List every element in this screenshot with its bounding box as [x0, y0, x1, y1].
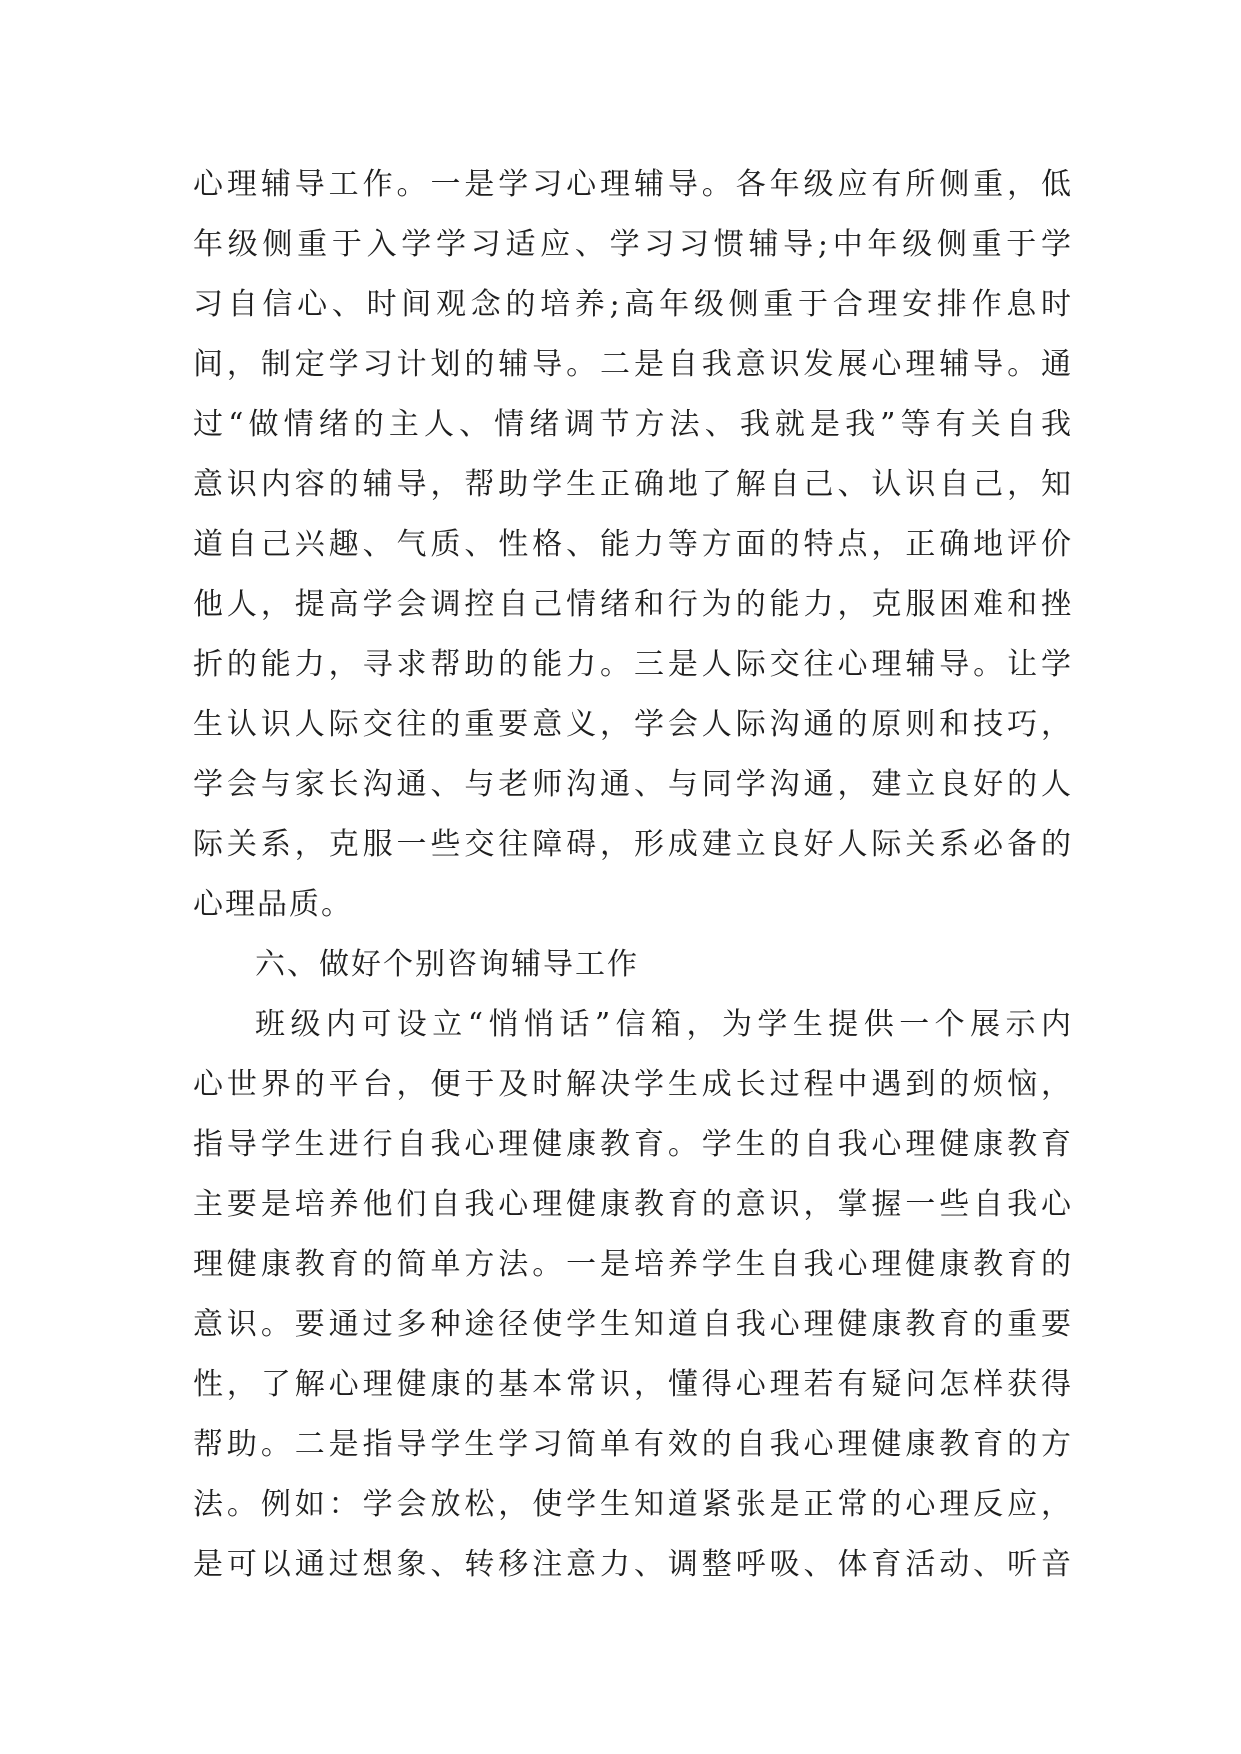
- text-line: 年级侧重于入学学习适应、学习习惯辅导;中年级侧重于学: [193, 227, 1073, 262]
- text-line: 生认识人际交往的重要意义，学会人际沟通的原则和技巧，: [193, 707, 1073, 742]
- text-line: 过“做情绪的主人、情绪调节方法、我就是我”等有关自我: [193, 407, 1073, 442]
- text-line: 指导学生进行自我心理健康教育。学生的自我心理健康教育: [193, 1127, 1073, 1162]
- text-line: 帮助。二是指导学生学习简单有效的自我心理健康教育的方: [193, 1427, 1073, 1462]
- text-line: 心理品质。: [193, 887, 353, 922]
- text-line: 意识内容的辅导，帮助学生正确地了解自己、认识自己，知: [193, 467, 1073, 502]
- text-line: 意识。要通过多种途径使学生知道自我心理健康教育的重要: [193, 1307, 1073, 1342]
- text-line: 班级内可设立“悄悄话”信箱，为学生提供一个展示内: [255, 1007, 1073, 1042]
- text-line: 学会与家长沟通、与老师沟通、与同学沟通，建立良好的人: [193, 767, 1073, 802]
- text-line: 是可以通过想象、转移注意力、调整呼吸、体育活动、听音: [193, 1547, 1073, 1582]
- text-line: 他人，提高学会调控自己情绪和行为的能力，克服困难和挫: [193, 587, 1073, 622]
- text-line: 心世界的平台，便于及时解决学生成长过程中遇到的烦恼，: [193, 1067, 1073, 1102]
- text-line: 际关系，克服一些交往障碍，形成建立良好人际关系必备的: [193, 827, 1073, 862]
- text-line: 主要是培养他们自我心理健康教育的意识，掌握一些自我心: [193, 1187, 1073, 1222]
- text-line: 理健康教育的简单方法。一是培养学生自我心理健康教育的: [193, 1247, 1073, 1282]
- text-line: 间，制定学习计划的辅导。二是自我意识发展心理辅导。通: [193, 347, 1073, 382]
- body-text: [193, 155, 1073, 1595]
- text-line: 习自信心、时间观念的培养;高年级侧重于合理安排作息时: [193, 287, 1073, 322]
- section-heading: 六、做好个别咨询辅导工作: [255, 947, 639, 982]
- text-line: 道自己兴趣、气质、性格、能力等方面的特点，正确地评价: [193, 527, 1073, 562]
- text-line: 心理辅导工作。一是学习心理辅导。各年级应有所侧重，低: [193, 167, 1073, 202]
- text-line: 折的能力，寻求帮助的能力。三是人际交往心理辅导。让学: [193, 647, 1073, 682]
- text-line: 法。例如：学会放松，使学生知道紧张是正常的心理反应，: [193, 1487, 1073, 1522]
- text-line: 性，了解心理健康的基本常识，懂得心理若有疑问怎样获得: [193, 1367, 1073, 1402]
